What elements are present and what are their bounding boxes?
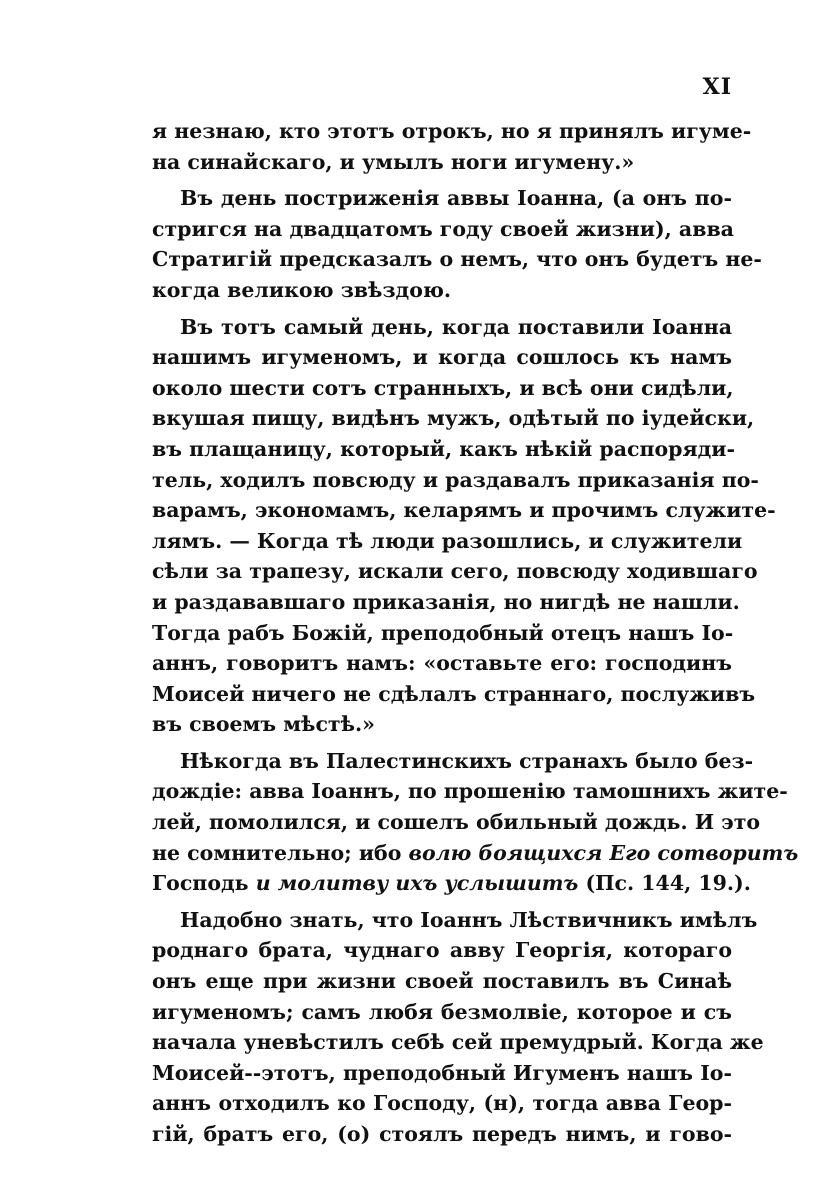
text-line: сѣли за трапезу, искали сего, повсюду ходившаго — [152, 559, 758, 584]
text-line: гій, братъ его, (о) стоялъ передъ нимъ, и гово- — [152, 1122, 732, 1146]
paragraph-5 — [152, 905, 764, 1150]
text-line: я незнаю, кто этотъ отрокъ, но я принялъ игуме- — [152, 119, 752, 143]
text-run: Господь — [152, 871, 256, 896]
paragraph-1 — [152, 116, 752, 177]
text-run: не сомнительно; ибо — [152, 840, 409, 865]
text-line: Моисей ничего не сдѣлалъ страннаго, послуживъ — [152, 681, 756, 706]
text-line: въ плащаницу, который, какъ нѣкій распоряди- — [152, 436, 736, 461]
text-line-mixed — [152, 868, 751, 899]
text-line: Надобно знать, что Іоаннъ Лѣствичникъ имѣлъ — [180, 907, 758, 932]
text-line: около шести сотъ странныхъ, и всѣ они сидѣли, — [152, 375, 734, 400]
text-line: дождіе: авва Іоаннъ, по прошенію тамошнихъ жите- — [152, 779, 788, 804]
text-line: аннъ отходилъ ко Господу, (н), тогда авва Геор- — [152, 1091, 732, 1116]
text-line: стригся на двадцатомъ году своей жизни), авва — [152, 216, 734, 241]
italic-quote: и молитву ихъ услышитъ — [255, 871, 579, 896]
text-line: когда великою звѣздою. — [152, 277, 452, 302]
text-line: въ своемъ мѣстѣ.» — [152, 712, 375, 737]
text-line: варамъ, экономамъ, келарямъ и прочимъ служите- — [152, 498, 776, 523]
text-line: лей, помолился, и сошелъ обильный дождь. И это — [152, 810, 761, 835]
text-line: Моисей--этотъ, преподобный Игуменъ нашъ Іо- — [152, 1060, 732, 1085]
text-line: игуменомъ; самъ любя безмолвіе, которое и съ — [152, 999, 732, 1024]
text-line: онъ еще при жизни своей поставилъ въ Синаѣ — [152, 969, 732, 994]
text-line: роднаго брата, чуднаго авву Георгія, котораго — [152, 938, 732, 963]
citation: (Пс. 144, 19.). — [578, 871, 751, 896]
text-line: тель, ходилъ повсюду и раздавалъ приказанія по- — [152, 467, 759, 492]
text-line: Въ день постриженія аввы Іоанна, (а онъ по- — [180, 186, 732, 211]
text-line: и раздававшаго приказанія, но нигдѣ не нашли. — [152, 589, 740, 614]
text-line: лямъ. — Когда тѣ люди разошлись, и служители — [152, 528, 743, 553]
text-line: аннъ, говоритъ намъ: «оставьте его: господинъ — [152, 651, 732, 676]
text-line: нашимъ игуменомъ, и когда сошлось къ намъ — [152, 345, 732, 370]
paragraph-3 — [152, 312, 776, 740]
page-number: XI — [702, 74, 732, 100]
text-line: Стратигій предсказалъ о немъ, что онъ будетъ не- — [152, 247, 762, 272]
text-line: Тогда рабъ Божій, преподобный отецъ нашъ Іо- — [152, 620, 734, 645]
text-line: Нѣкогда въ Палестинскихъ странахъ было без- — [180, 748, 754, 773]
paragraph-4 — [152, 746, 799, 899]
text-line-mixed — [152, 838, 799, 869]
paragraph-2 — [152, 183, 762, 305]
body-text — [152, 116, 799, 1150]
text-line: Въ тотъ самый день, когда поставили Іоанна — [180, 314, 732, 339]
text-line: на синайскаго, и умылъ ноги игумену.» — [152, 149, 635, 174]
text-line: начала уневѣстилъ себѣ сей премудрый. Когда же — [152, 1030, 764, 1055]
italic-quote: волю боящихся Его сотворитъ — [408, 840, 799, 865]
text-line: вкушая пищу, видѣнъ мужъ, одѣтый по іудейски, — [152, 406, 755, 431]
